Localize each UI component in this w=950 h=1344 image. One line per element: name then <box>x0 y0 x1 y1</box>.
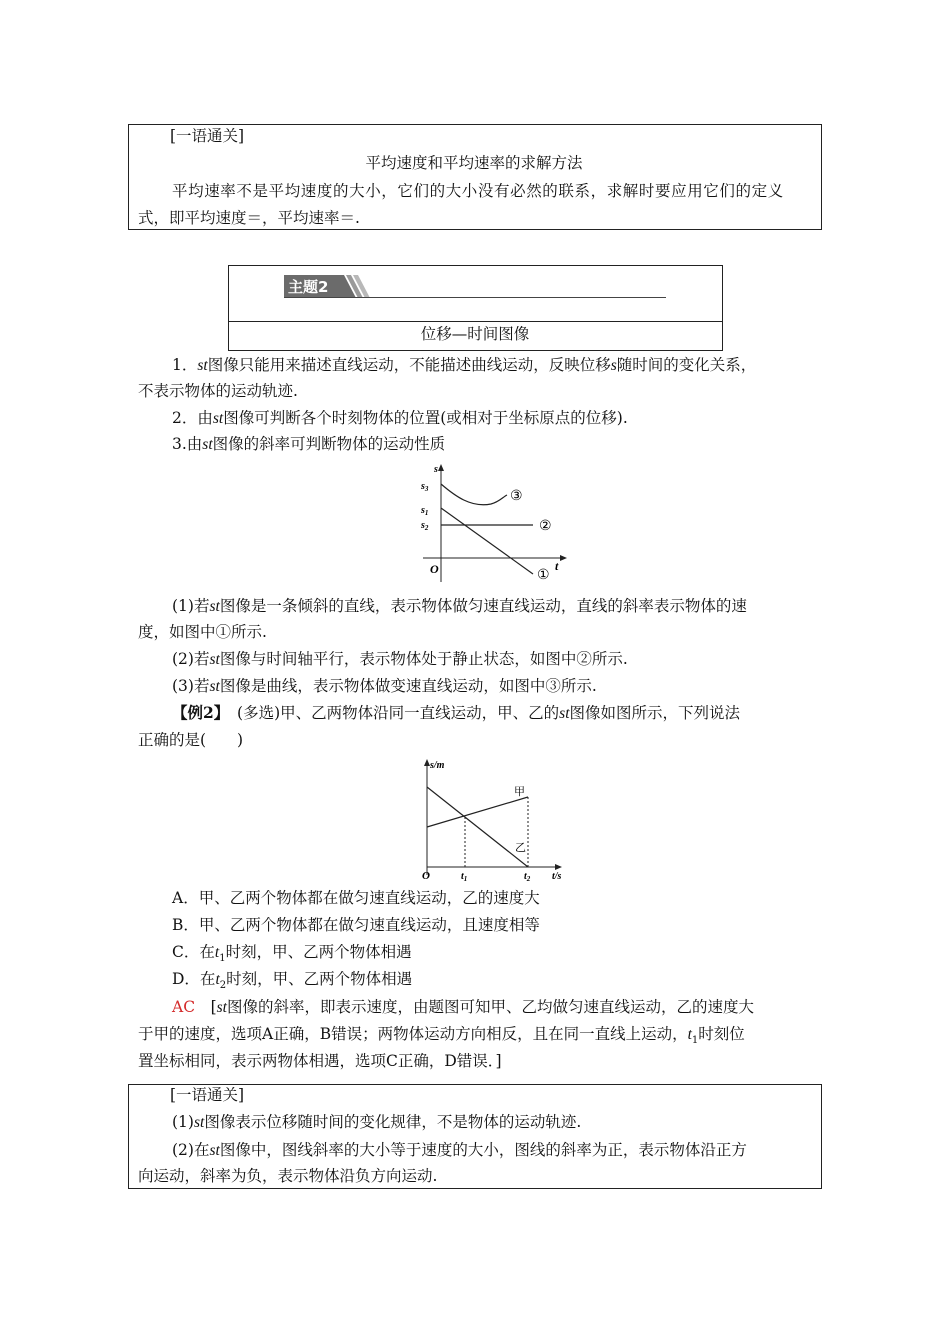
figure1-s-axis-arrow <box>438 464 444 471</box>
case-3: (3)若st图像是曲线，表示物体做变速直线运动，如图中③所示. <box>172 677 597 695</box>
figure1-label-3: ③ <box>510 489 523 504</box>
figure1-t-axis-arrow <box>560 555 567 561</box>
example-2-question: 【例2】 (多选)甲、乙两物体沿同一直线运动，甲、乙的st图像如图所示，下列说法 <box>172 703 741 722</box>
summary-box-1-line1: 平均速率不是平均速度的大小，它们的大小没有必然的联系，求解时要应用它们的定义 <box>172 182 784 200</box>
figure1-s-label: s <box>434 464 438 475</box>
topic-header-divider <box>228 321 722 322</box>
figure1-label-2: ② <box>539 519 552 534</box>
case-1-line2: 度，如图中①所示. <box>138 623 267 641</box>
figure1-s3-label: $s_3$ <box>421 481 429 493</box>
option-b: B．甲、乙两个物体都在做匀速直线运动，且速度相等 <box>172 916 540 934</box>
option-d: D．在$t_2$时刻，甲、乙两个物体相遇 <box>172 970 413 992</box>
figure1-origin: O <box>430 562 439 576</box>
figure2-t1-label: $t_1$ <box>461 871 468 883</box>
st-graph-figure <box>415 462 575 584</box>
summary-box-2-line3: 向运动，斜率为负，表示物体沿负方向运动. <box>138 1167 438 1185</box>
summary-box-2-line2: (2)在st图像中，图线斜率的大小等于速度的大小，图线的斜率为正，表示物体沿正方 <box>172 1141 747 1159</box>
answer-line-1: AC [st图像的斜率，即表示速度，由题图可知甲、乙均做匀速直线运动，乙的速度大 <box>172 998 754 1016</box>
option-c: C．在$t_1$时刻，甲、乙两个物体相遇 <box>172 943 412 965</box>
summary-box-1-title: 平均速度和平均速率的求解方法 <box>365 154 583 172</box>
summary-box-2-line1: (1)st图像表示位移随时间的变化规律，不是物体的运动轨迹. <box>172 1113 582 1131</box>
summary-box-1-line2: 式，即平均速度＝，平均速率＝. <box>138 209 360 227</box>
point-2: 2．由st图像可判断各个时刻物体的位置(或相对于坐标原点的位移). <box>172 409 628 427</box>
answer-key: AC <box>172 998 196 1016</box>
point-1-line2: 不表示物体的运动轨迹. <box>138 382 298 400</box>
figure1-s2-label: $s_2$ <box>421 520 429 532</box>
summary-box-1-tag: [一语通关] <box>170 127 245 145</box>
figure2-yi-label: 乙 <box>515 842 526 854</box>
topic-title: 位移—时间图像 <box>420 325 530 343</box>
figure1-line-3-curve <box>441 484 507 505</box>
topic-badge <box>284 275 372 298</box>
topic-badge-underline <box>284 297 666 298</box>
figure1-label-1: ① <box>537 568 550 583</box>
figure2-jia-label: 甲 <box>514 786 525 798</box>
example-2-question-line2: 正确的是( ) <box>138 731 244 749</box>
figure1-t-label: t <box>555 559 559 573</box>
figure2-s-label: s/m <box>430 760 445 771</box>
jia-yi-st-graph <box>418 757 578 883</box>
figure2-t-axis-arrow <box>555 864 562 870</box>
answer-line-2: 于甲的速度，选项A正确，B错误；两物体运动方向相反，且在同一直线上运动，$t_1$时刻位 <box>138 1025 745 1047</box>
figure1-line-1-sloped <box>441 508 533 574</box>
answer-line-3: 置坐标相同，表示两物体相遇，选项C正确，D错误．] <box>138 1052 502 1070</box>
point-1: 1．st图像只能用来描述直线运动，不能描述曲线运动，反映位移s随时间的变化关系， <box>172 356 757 374</box>
figure1-s1-label: $s_1$ <box>421 505 429 517</box>
topic-badge-label: 主题2 <box>288 278 329 296</box>
point-3: 3.由st图像的斜率可判断物体的运动性质 <box>172 435 446 453</box>
figure2-origin: O <box>422 870 430 882</box>
option-a: A．甲、乙两个物体都在做匀速直线运动，乙的速度大 <box>172 889 540 907</box>
summary-box-2-tag: [一语通关] <box>170 1086 245 1104</box>
figure2-yi-line <box>427 787 528 867</box>
figure2-t2-label: $t_2$ <box>524 871 531 883</box>
figure2-jia-line <box>427 797 528 827</box>
case-1: (1)若st图像是一条倾斜的直线，表示物体做匀速直线运动，直线的斜率表示物体的速 <box>172 597 747 615</box>
figure2-t-label: t/s <box>552 871 562 882</box>
case-2: (2)若st图像与时间轴平行，表示物体处于静止状态，如图中②所示. <box>172 650 628 668</box>
